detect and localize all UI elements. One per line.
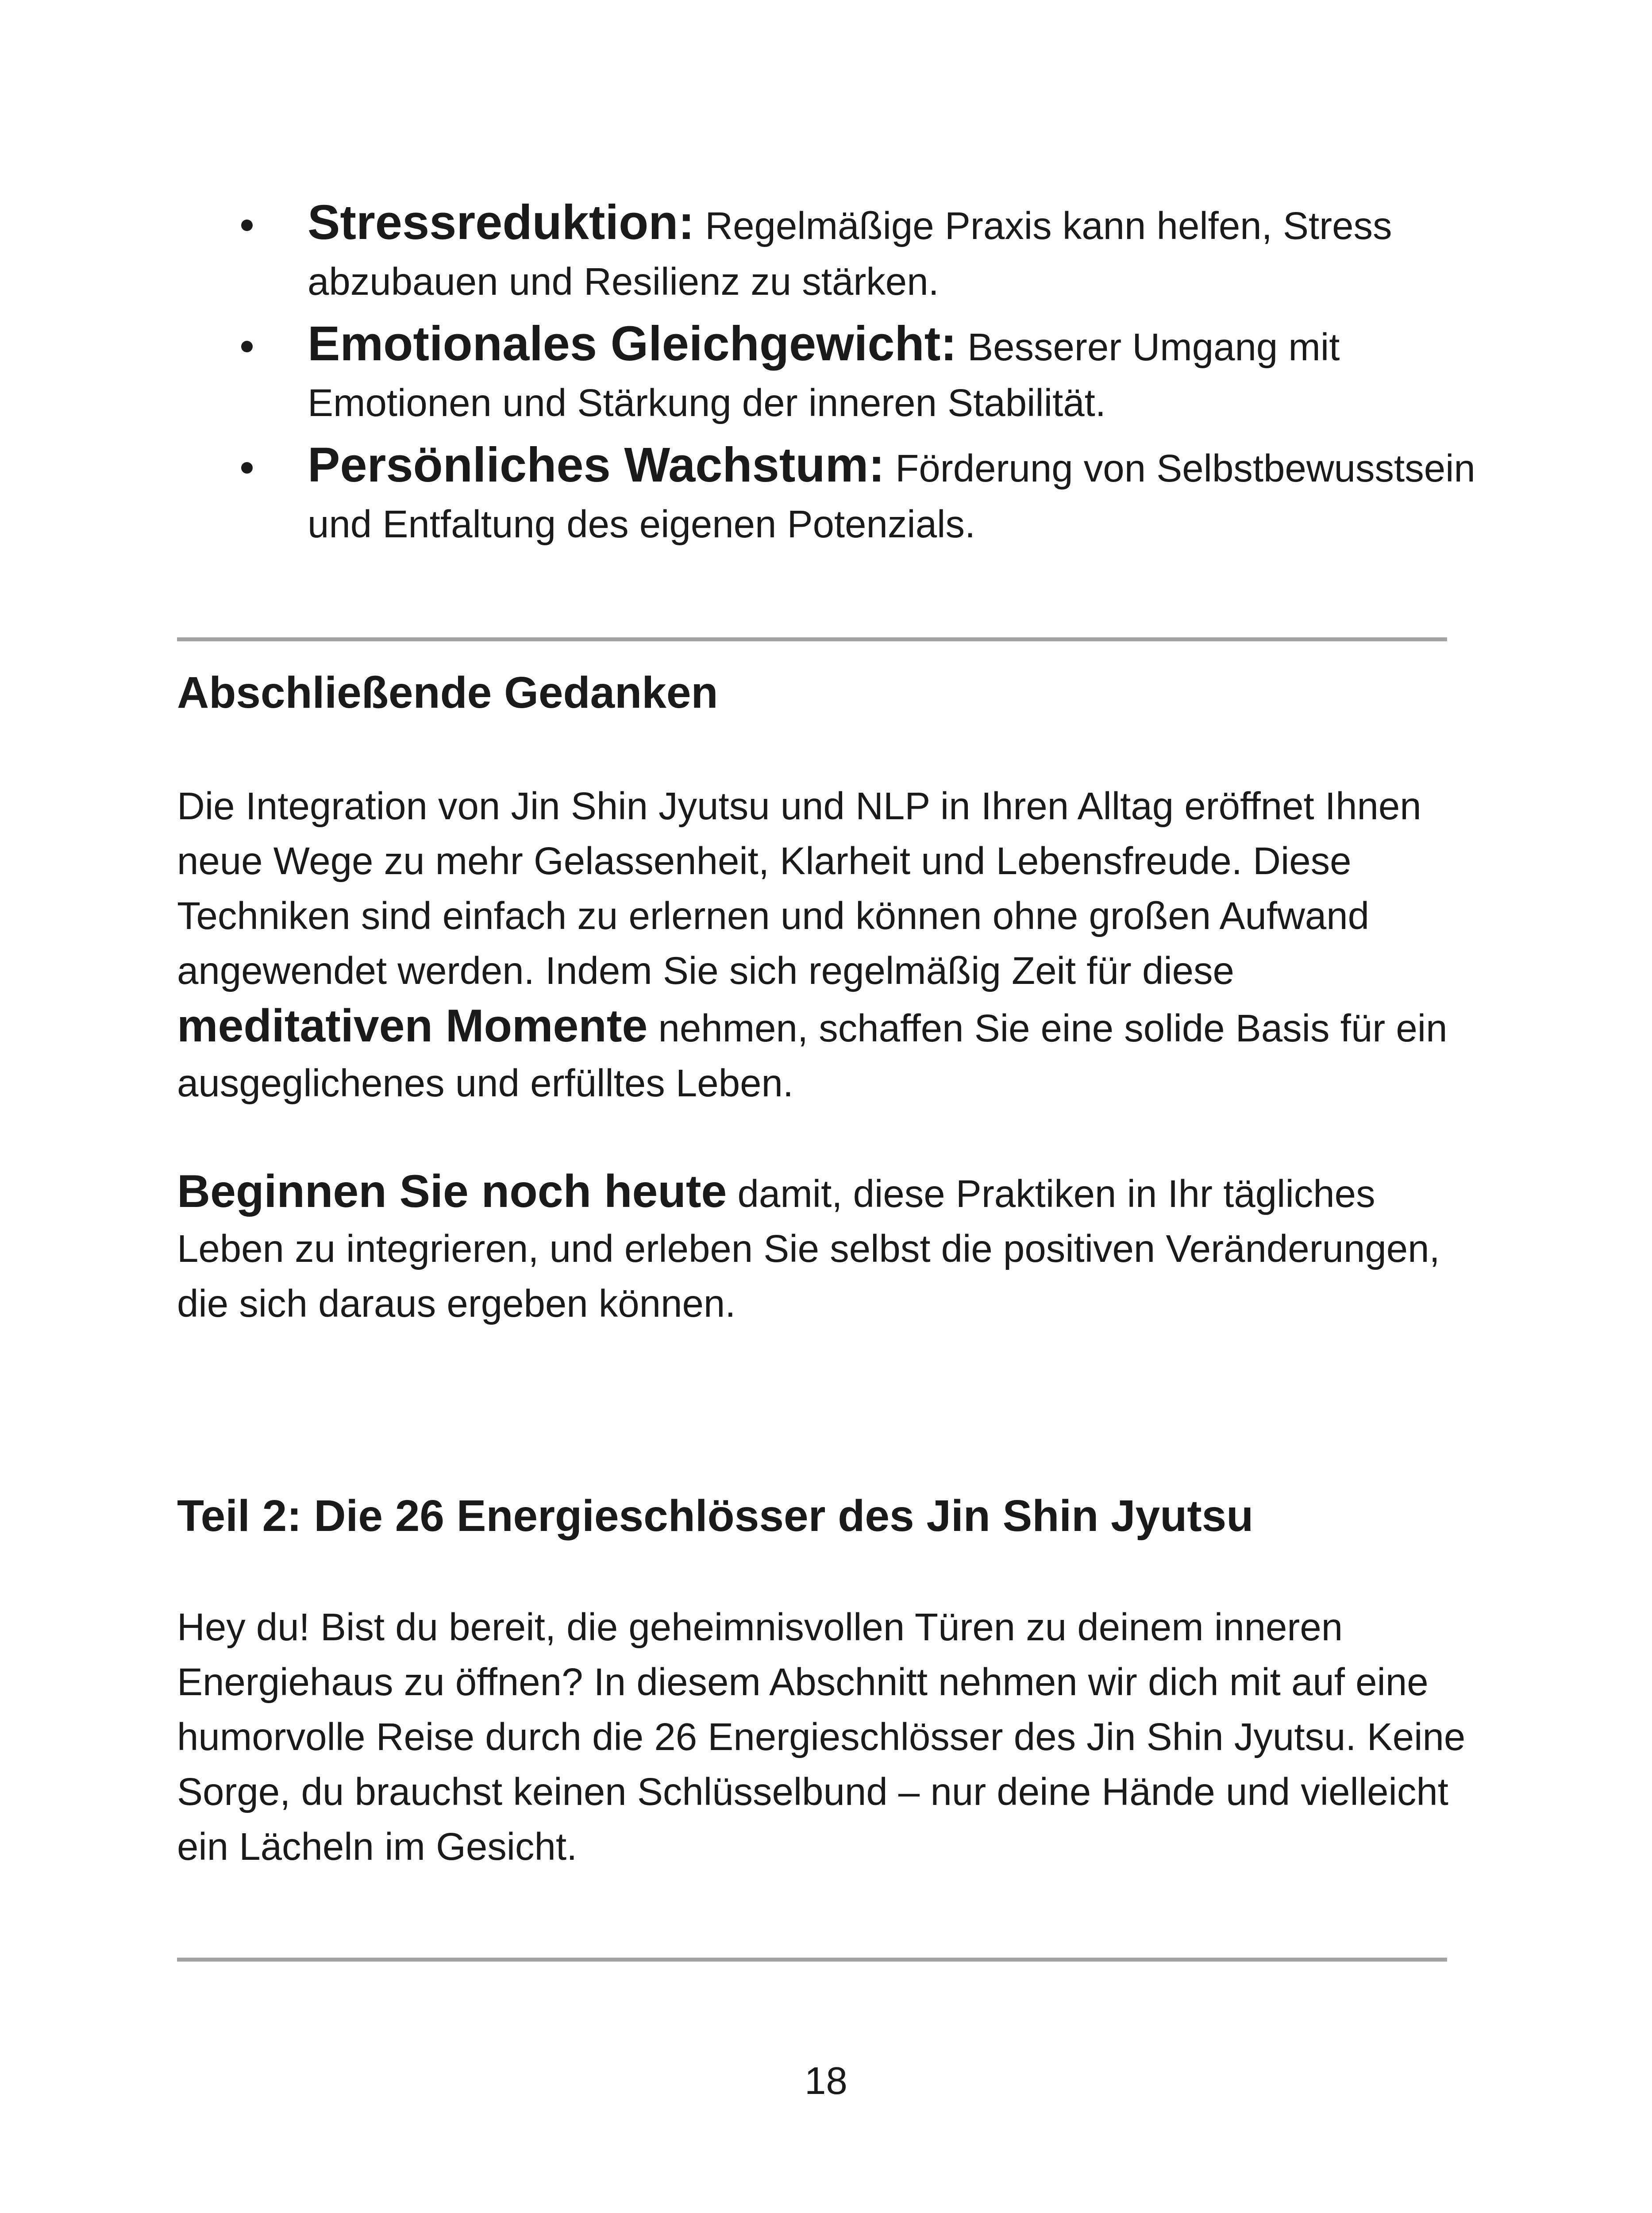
bullet-icon — [241, 341, 253, 352]
list-item-term: Stressreduktion: — [308, 195, 695, 250]
list-item — [241, 437, 1480, 552]
emphasis-text: meditativen Momente — [177, 1000, 648, 1052]
paragraph-text: nehmen, schaffen Sie eine solide Basis für ein ausgeglichenes und erfülltes Leben. — [177, 1007, 1448, 1105]
emphasis-text: Beginnen Sie noch heute — [177, 1166, 727, 1217]
bullet-icon — [241, 220, 253, 231]
list-item — [241, 316, 1480, 431]
section-divider — [177, 1958, 1447, 1962]
benefits-list — [241, 195, 1480, 559]
paragraph-text: damit, diese Praktiken in Ihr tägliches Leben zu integrieren, und erleben Sie selbst die positiven Veränderungen, die sich daraus ergeben können. — [177, 1172, 1440, 1325]
list-item-text: Förderung von Selbstbewusstsein und Entfaltung des eigenen Potenzials. — [308, 447, 1475, 546]
section-divider — [177, 637, 1447, 641]
list-item-text: Regelmäßige Praxis kann helfen, Stress abzubauen und Resilienz zu stärken. — [308, 204, 1392, 303]
body-paragraph — [177, 1164, 1483, 1331]
paragraph-text: Die Integration von Jin Shin Jyutsu und NLP in Ihren Alltag eröffnet Ihnen neue Wege zu mehr Gelassenheit, Klarheit und Lebensfreude. Diese Techniken sind einfach zu erlernen und können ohne großen Aufwand angewendet werden. Indem Sie sich regelmäßig Zeit für diese — [177, 785, 1421, 992]
list-item-term: Persönliches Wachstum: — [308, 438, 885, 492]
bullet-icon — [241, 462, 253, 474]
page-number: 18 — [805, 2059, 847, 2102]
body-paragraph: Hey du! Bist du bereit, die geheimnisvollen Türen zu deinem inneren Energiehaus zu öffnen? In diesem Abschnitt nehmen wir dich mit auf eine humorvolle Reise durch die 26 Energieschlösser des Jin Shin Jyutsu. Keine Sorge, du brauchst keinen Schlüsselbund – nur deine Hände und vielleicht ein Lächeln im Gesicht. — [177, 1606, 1466, 1868]
section-heading: Abschließende Gedanken — [177, 668, 718, 717]
list-item-text: Besserer Umgang mit Emotionen und Stärkung der inneren Stabilität. — [308, 326, 1340, 424]
list-item-term: Emotionales Gleichgewicht: — [308, 316, 957, 371]
body-paragraph — [177, 779, 1483, 1111]
section-heading: Teil 2: Die 26 Energieschlösser des Jin Shin Jyutsu — [177, 1491, 1254, 1541]
list-item — [241, 195, 1480, 310]
